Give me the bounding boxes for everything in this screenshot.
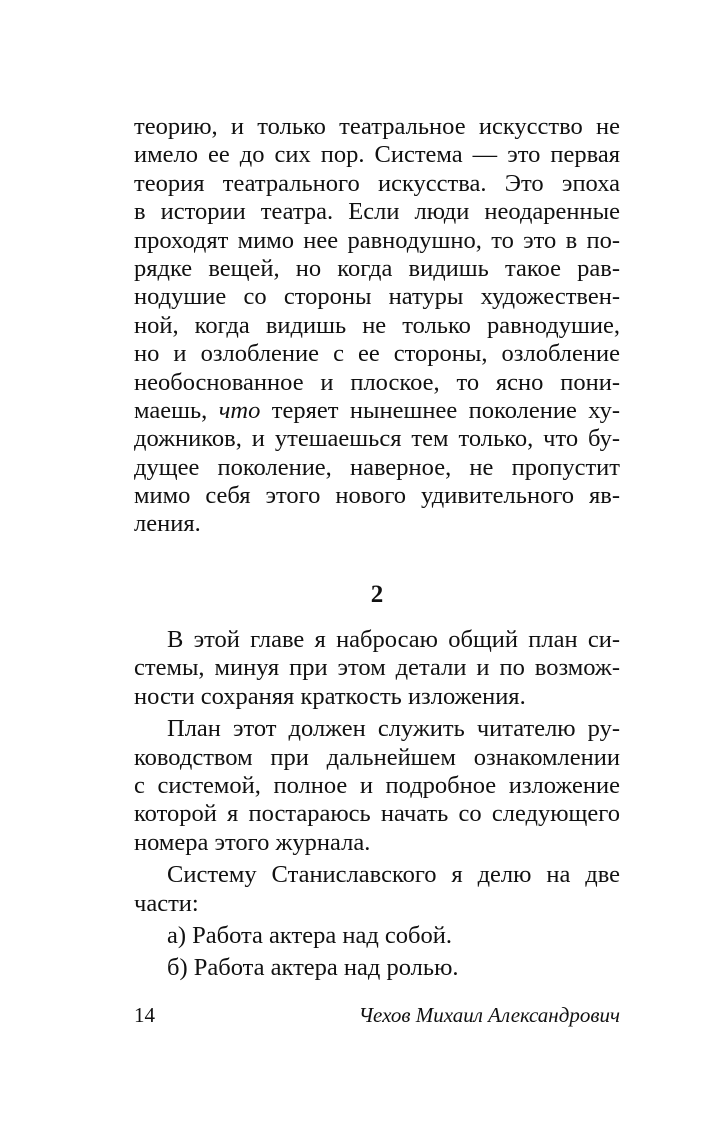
emphasized-word: что (218, 396, 261, 424)
text-line-with-emphasis (134, 397, 620, 425)
text-line: теория театрального искусства. Это эпоха (134, 169, 620, 197)
chapter-number: 2 (370, 581, 384, 608)
text-line: Систему Станиславского я делю на две (167, 861, 620, 889)
text-line: ной, когда видишь не только равнодушие, (134, 311, 620, 339)
text-line: План этот должен служить читателю ру- (167, 715, 620, 743)
text-line: номера этого журнала. (134, 828, 371, 856)
text-line: мимо себя этого нового удивительного яв- (134, 482, 620, 510)
text-line: теорию, и только театральное искусство не (134, 113, 620, 140)
running-head: Чехов Михаил Александрович (358, 1003, 620, 1027)
list-item: а) Работа актера над собой. (167, 921, 452, 949)
text-line: имело ее до сих пор. Система — это первая (134, 141, 620, 169)
text-line: ления. (134, 510, 201, 538)
text-line: В этой главе я набросаю общий план си- (167, 626, 620, 653)
text-line: нодушие со стороны натуры художествен- (134, 283, 620, 311)
text-line: дущее поколение, наверное, не пропустит (134, 453, 620, 481)
text-line: с системой, полное и подробное изложение (134, 771, 620, 799)
text-line: ководством при дальнейшем ознакомлении (134, 743, 620, 771)
paragraph-continuation (134, 113, 620, 539)
text-line: в истории театра. Если люди неодаренные (134, 198, 620, 226)
text-fragment: теряет нынешнее поколение ху- (260, 396, 620, 424)
text-line: необоснованное и плоское, то ясно пони- (134, 368, 620, 396)
list-item: б) Работа актера над ролью. (167, 954, 459, 982)
text-line: которой я постараюсь начать со следующего (134, 800, 620, 828)
text-line: стемы, минуя при этом детали и по возмож- (134, 654, 620, 682)
text-line: проходят мимо нее равнодушно, то это в по- (134, 226, 620, 254)
text-line: части: (134, 889, 199, 917)
text-line: рядке вещей, но когда видишь такое рав- (134, 254, 620, 282)
chapter-body (134, 626, 620, 983)
page-number: 14 (134, 1003, 155, 1027)
text-fragment: маешь, (134, 396, 219, 424)
text-line: но и озлобление с ее стороны, озлобление (134, 340, 620, 368)
text-line: дожников, и утешаешься тем только, что бу- (134, 425, 620, 453)
text-line: ности сохраняя краткость изложения. (134, 682, 526, 710)
